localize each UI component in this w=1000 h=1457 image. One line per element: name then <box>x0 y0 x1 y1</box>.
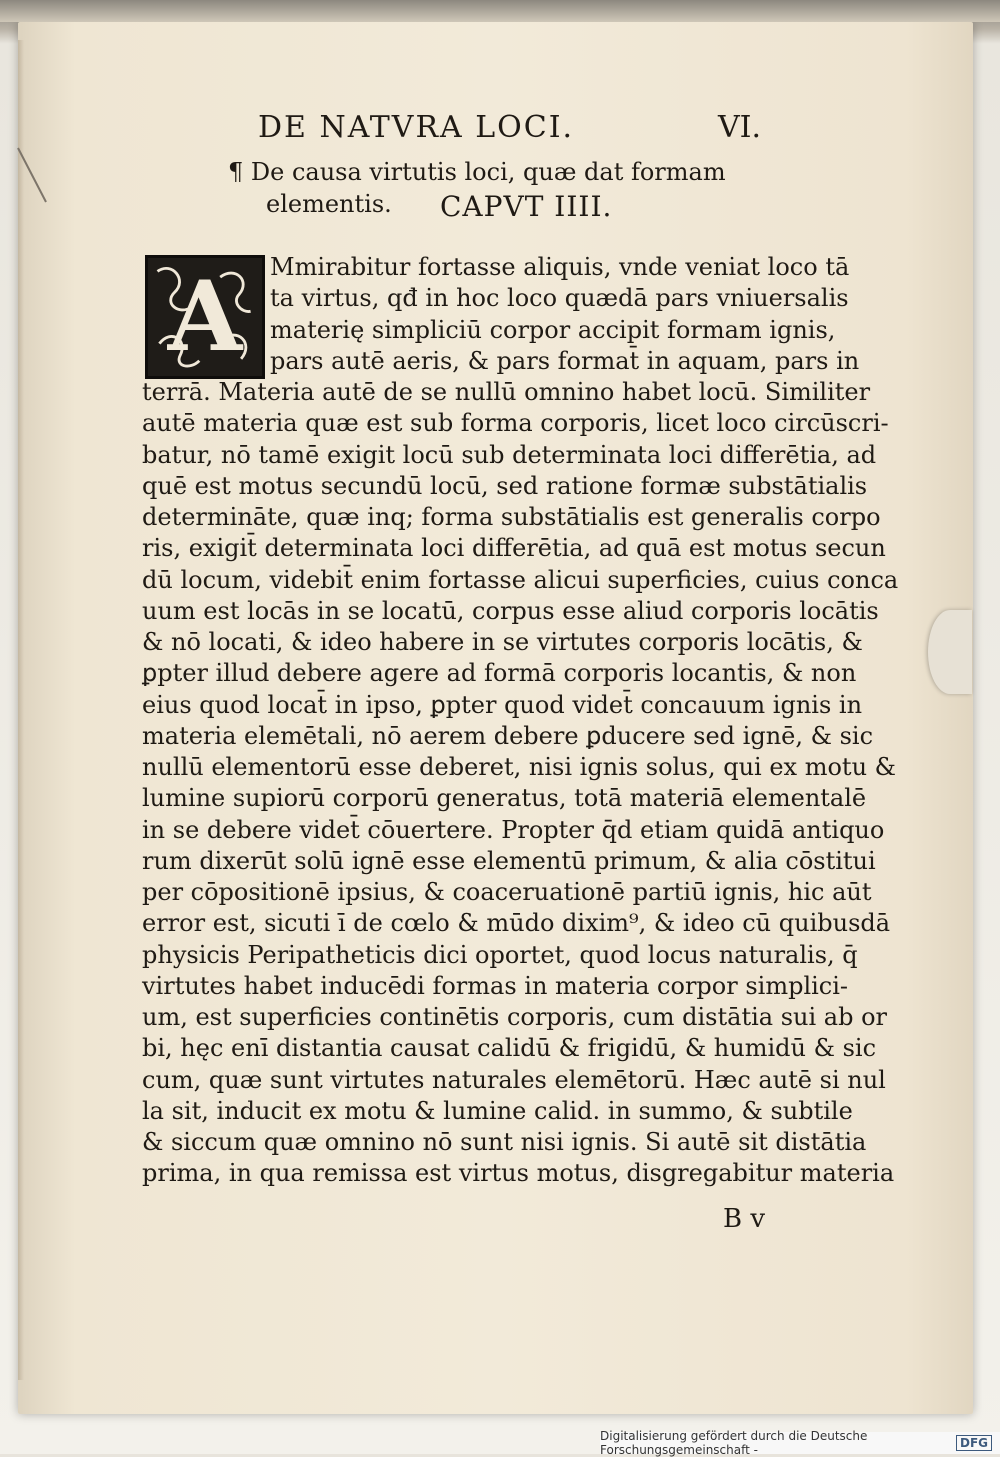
text-line: um, est superficies continētis corporis, cum distātia sui ab or <box>142 1003 887 1031</box>
text-line: la sit, inducit ex motu & lumine calid. in summo, & subtile <box>142 1096 853 1125</box>
text-line: & siccum quæ omnino nō sunt nisi ignis. Si autē sit distātia <box>142 1128 867 1156</box>
text-line: dū locum, videbit̄ enim fortasse alicui superficies, cuius conca <box>142 565 899 594</box>
text-line: ris, exigit̄ determinata loci differētia, ad quā est motus secun <box>142 534 886 563</box>
text-line: ꝑpter illud debere agere ad formā corporis locantis, & non <box>142 659 857 688</box>
text-line: rum dixerūt solū ignē esse elementū primum, & alia cōstitui <box>142 846 876 875</box>
paper-fiber-marks <box>12 140 56 220</box>
text-line: nullū elementorū esse deberet, nisi ignis solus, qui ex motu & <box>142 753 897 781</box>
running-header <box>0 110 1000 150</box>
fold-tab <box>928 610 972 694</box>
footer-text: Digitalisierung gefördert durch die Deutsche Forschungsgemeinschaft - <box>600 1429 868 1457</box>
text-line: batur, nō tamē exigit locū sub determinata loci differētia, ad <box>142 440 877 469</box>
text-line: ta virtus, qđ in hoc loco quædā pars vniuersalis <box>270 284 849 313</box>
text-line: pars autē aeris, & pars format̄ in aquam, pars in <box>270 346 860 375</box>
text-line: lumine supiorū corporū generatus, totā materiā elementalē <box>142 784 867 813</box>
text-line: materię simpliciū corpor accipit formam ignis, <box>270 315 836 344</box>
text-line: uum est locās in se locatū, corpus esse aliud corporis locātis <box>142 596 879 625</box>
dfg-logo-icon: DFG <box>956 1435 992 1451</box>
text-line: per cōpositionē ipsius, & coaceruationē partiū ignis, hic aūt <box>142 878 872 906</box>
text-line: quē est motus secundū locū, sed ratione formæ substātialis <box>142 471 868 500</box>
body-text <box>142 252 899 1190</box>
text-line: bi, hęc enī distantia causat calidū & frigidū, & humidū & sic <box>142 1034 877 1063</box>
text-line: cum, quæ sunt virtutes naturales elemētorū. Hæc autē si nul <box>142 1065 886 1094</box>
text-line: Mmirabitur fortasse aliquis, vnde veniat loco tā <box>270 253 850 281</box>
page-gutter <box>18 40 24 1380</box>
text-line: in se debere videt̄ cōuertere. Propter q̄d etiam quidā antiquo <box>142 815 885 844</box>
text-line: prima, in qua remissa est virtus motus, disgregabitur materia <box>142 1159 895 1188</box>
text-line: physicis Peripatheticis dici oportet, quod locus naturalis, q̄ <box>142 940 858 969</box>
digitization-footer <box>600 1429 1000 1457</box>
text-line: error est, sicuti ī de cœlo & mūdo dixim⁹, & ideo cū quibusdā <box>142 909 891 938</box>
text-line: & nō locati, & ideo habere in se virtutes corporis locātis, & <box>142 628 863 656</box>
page-top-edge <box>0 0 1000 22</box>
chapter-label: CAPVT IIII. <box>440 190 613 223</box>
text-line: autē materia quæ est sub forma corporis, licet loco circūscri- <box>142 409 889 438</box>
chapter-title-line-2: elementis. <box>266 190 392 218</box>
chapter-title-line-1: ¶ De causa virtutis loci, quæ dat formam <box>228 158 726 186</box>
text-line: eius quod locat̄ in ipso, ꝑpter quod videt̄ concauum ignis in <box>142 690 863 719</box>
text-line: terrā. Materia autē de se nullū omnino habet locū. Similiter <box>142 378 871 406</box>
initial-letter: A <box>167 260 243 373</box>
running-title: DE NATVRA LOCI. <box>258 110 575 145</box>
text-line: determināte, quæ inq; forma substātialis est generalis corpo <box>142 503 881 531</box>
text-line: materia elemētali, nō aerem debere ꝑducere sed ignē, & sic <box>142 721 874 750</box>
signature-mark: B v <box>723 1204 766 1234</box>
text-line: virtutes habet inducēdi formas in materia corpor simplici- <box>142 971 849 1000</box>
folio-number: VI. <box>718 110 762 145</box>
